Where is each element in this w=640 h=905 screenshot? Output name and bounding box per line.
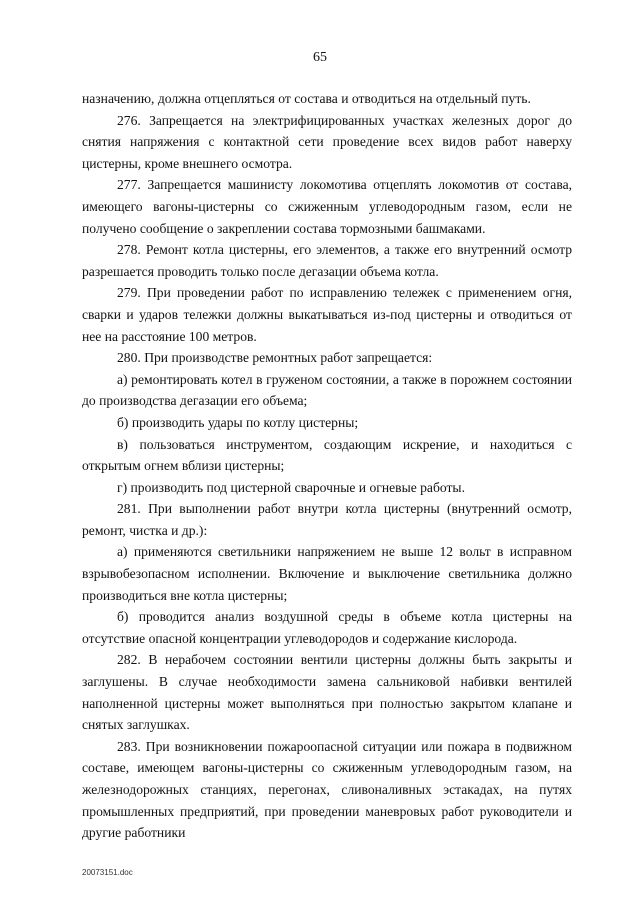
paragraph: 281. При выполнении работ внутри котла цистерны (внутренний осмотр, ремонт, чистка и др.): xyxy=(82,501,572,538)
list-item: а) ремонтировать котел в груженом состоянии, а также в порожнем состоянии до производства дегазации его объема; xyxy=(82,371,572,409)
list-item: б) проводится анализ воздушной среды в объеме котла цистерны на отсутствие опасной концентрации углеводородов и содержание кислорода. xyxy=(82,609,572,646)
paragraph: назначению, должна отцепляться от состава и отводиться на отдельный путь. xyxy=(82,91,531,106)
document-body xyxy=(82,88,572,844)
paragraph: 276. Запрещается на электрифицированных участках железных дорог до снятия напряжения с контактной сети проведение всех видов работ наверху цистерны, кроме внешнего осмотра. xyxy=(82,112,572,171)
paragraph: 278. Ремонт котла цистерны, его элементов, а также его внутренний осмотр разрешается проводить только после дегазации объема котла. xyxy=(82,242,572,279)
paragraph: 279. При проведении работ по исправлению тележек с применением огня, сварки и ударов тележки должны выкатываться из-под цистерны и отводиться от нее на расстояние 100 метров. xyxy=(82,285,572,344)
paragraph: 283. При возникновении пожароопасной ситуации или пожара в подвижном составе, имеющем вагоны-цистерны со сжиженным углеводородным газом, на железнодорожных станциях, перегонах, сливоналивных эстакадах, на путях промышленных предприятий, при проведении маневровых работ руководители и другие работники xyxy=(82,738,572,841)
list-item: а) применяются светильники напряжением не выше 12 вольт в исправном взрывобезопасном исполнении. Включение и выключение светильника должно производиться вне котла цистерны; xyxy=(82,544,572,603)
list-item: б) производить удары по котлу цистерны; xyxy=(117,414,359,430)
paragraph: 277. Запрещается машинисту локомотива отцеплять локомотив от состава, имеющего вагоны-цистерны со сжиженным углеводородным газом, если не получено сообщение о закреплении состава тормозными башмаками. xyxy=(82,177,572,236)
page-number: 65 xyxy=(313,50,327,65)
paragraph: 280. При производстве ремонтных работ запрещается: xyxy=(117,350,433,366)
paragraph: 282. В нерабочем состоянии вентили цистерны должны быть закрыты и заглушены. В случае необходимости замена сальниковой набивки вентилей наполненной цистерны может выполняться при полностью закрытом клапане и снятых заглушках. xyxy=(82,652,572,733)
file-name-footer: 20073151.doc xyxy=(82,868,133,877)
list-item: в) пользоваться инструментом, создающим искрение, и находиться с открытым огнем вблизи цистерны; xyxy=(82,436,572,474)
list-item: г) производить под цистерной сварочные и огневые работы. xyxy=(117,479,465,495)
